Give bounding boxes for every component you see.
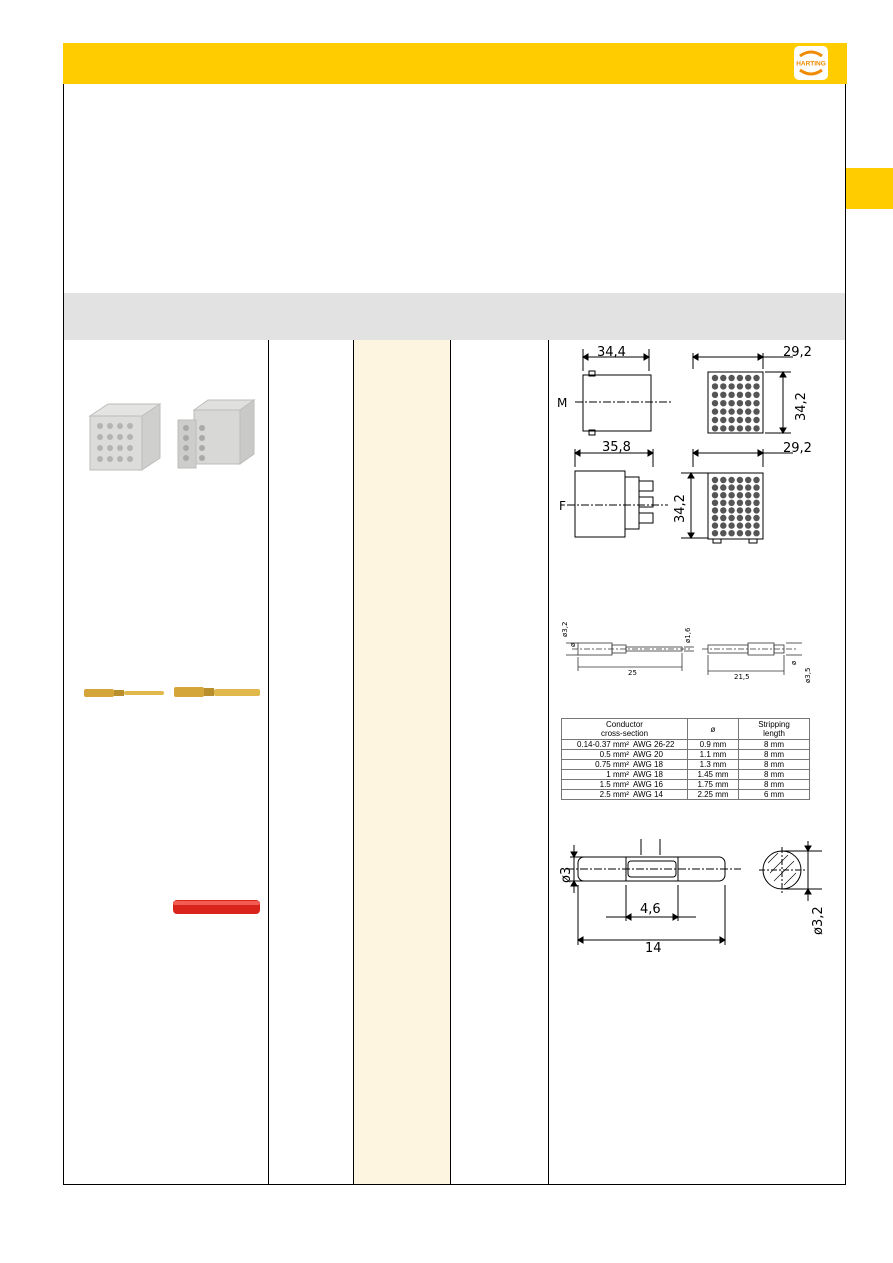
- contact-hole: [753, 492, 759, 498]
- contact-hole: [745, 375, 751, 381]
- table-cell-awg: AWG 14: [631, 790, 688, 800]
- male-height-label: 34,2: [794, 392, 809, 421]
- contact-hole: [745, 425, 751, 431]
- conductor-table: [561, 718, 810, 800]
- contact-hole: [720, 408, 726, 414]
- contact-hole: [728, 408, 734, 414]
- contact-hole: [737, 417, 743, 423]
- contact-hole: [728, 400, 734, 406]
- contact-small-dia: ø: [569, 642, 577, 647]
- logo-text: HARTING: [796, 60, 826, 68]
- contact-hole: [737, 400, 743, 406]
- contact-hole: [753, 417, 759, 423]
- contact-hole: [728, 507, 734, 513]
- contact-hole: [753, 500, 759, 506]
- contact-hole: [712, 500, 718, 506]
- contact-hole: [712, 477, 718, 483]
- contact-hole: [745, 383, 751, 389]
- contact-hole: [728, 500, 734, 506]
- contact-hole: [712, 417, 718, 423]
- table-row: [562, 780, 810, 790]
- contact-hole: [712, 400, 718, 406]
- header-bar: [63, 43, 847, 84]
- table-cell-strip: 8 mm: [739, 780, 810, 790]
- harting-logo: [791, 44, 831, 82]
- contact-hole: [753, 530, 759, 536]
- coding-pin-total-length: 14: [645, 941, 662, 955]
- contact-hole: [737, 530, 743, 536]
- table-cell-awg: AWG 20: [631, 750, 688, 760]
- contact-hole: [728, 477, 734, 483]
- contact-hole: [712, 522, 718, 528]
- contact-hole: [745, 400, 751, 406]
- contact-hole: [712, 392, 718, 398]
- contact-hole: [720, 530, 726, 536]
- contact-pin-dia: ø1,6: [684, 627, 692, 643]
- contact-hole: [745, 392, 751, 398]
- contact-hole: [720, 477, 726, 483]
- coding-pin-photo: [172, 897, 262, 917]
- contact-hole: [720, 375, 726, 381]
- contact-hole: [720, 507, 726, 513]
- female-height-label: 34,2: [673, 494, 688, 523]
- contact-hole: [728, 383, 734, 389]
- contact-hole: [728, 392, 734, 398]
- table-cell-strip: 8 mm: [739, 770, 810, 780]
- contact-hole: [712, 408, 718, 414]
- table-cell-dia: 2.25 mm: [688, 790, 739, 800]
- contact-hole: [753, 425, 759, 431]
- table-row: [562, 770, 810, 780]
- table-cell-strip: 8 mm: [739, 750, 810, 760]
- contact-hole: [728, 425, 734, 431]
- contact-hole: [712, 484, 718, 490]
- contact-hole: [753, 484, 759, 490]
- contacts-photo: [82, 682, 264, 704]
- contact-hole: [745, 530, 751, 536]
- contact-hole: [728, 375, 734, 381]
- table-cell-strip: 8 mm: [739, 760, 810, 770]
- male-depth-label: 34,4: [597, 345, 626, 360]
- table-cell-strip: 6 mm: [739, 790, 810, 800]
- female-contact-length: 21,5: [734, 673, 750, 681]
- contact-hole: [728, 515, 734, 521]
- contact-hole: [737, 492, 743, 498]
- contact-hole: [737, 375, 743, 381]
- contact-hole: [720, 515, 726, 521]
- table-row: [562, 790, 810, 800]
- table-row: [562, 750, 810, 760]
- contact-hole: [753, 392, 759, 398]
- section-tab: [845, 168, 893, 209]
- contact-hole: [753, 375, 759, 381]
- contact-hole: [737, 392, 743, 398]
- contact-hole: [720, 417, 726, 423]
- contact-hole: [737, 507, 743, 513]
- female-contact-dia: ø3,5: [804, 667, 812, 683]
- highlighted-column: [354, 340, 450, 1184]
- contact-hole: [737, 500, 743, 506]
- table-cell-dia: 1.1 mm: [688, 750, 739, 760]
- contact-hole: [720, 500, 726, 506]
- female-width-label: 29,2: [783, 441, 812, 456]
- contact-hole: [745, 477, 751, 483]
- contact-hole: [737, 408, 743, 414]
- table-cell-awg: AWG 26-22: [631, 740, 688, 750]
- contact-hole: [720, 522, 726, 528]
- column-divider: [548, 340, 549, 1184]
- contact-hole: [737, 515, 743, 521]
- header-cross-section: Conductor cross-section: [562, 719, 688, 740]
- contact-hole: [728, 417, 734, 423]
- table-cell-strip: 8 mm: [739, 740, 810, 750]
- male-width-label: 29,2: [783, 345, 812, 360]
- contact-hole: [737, 383, 743, 389]
- contact-hole: [712, 375, 718, 381]
- contact-hole: [745, 522, 751, 528]
- contact-hole: [712, 507, 718, 513]
- table-cell-dia: 1.45 mm: [688, 770, 739, 780]
- contact-hole: [712, 425, 718, 431]
- table-cell-awg: AWG 18: [631, 770, 688, 780]
- column-divider: [450, 340, 451, 1184]
- contact-hole: [712, 383, 718, 389]
- contact-hole: [745, 500, 751, 506]
- table-cell-mm2: 1 mm²: [562, 770, 631, 780]
- contact-hole: [712, 492, 718, 498]
- table-cell-mm2: 1.5 mm²: [562, 780, 631, 790]
- table-cell-dia: 0.9 mm: [688, 740, 739, 750]
- column-header-band: [64, 293, 845, 340]
- contact-hole: [720, 484, 726, 490]
- column-divider: [353, 340, 354, 1184]
- contact-hole: [753, 400, 759, 406]
- contact-hole: [745, 484, 751, 490]
- contacts-dimension-drawing: [556, 617, 816, 687]
- module-photo: [82, 398, 262, 478]
- table-cell-awg: AWG 18: [631, 760, 688, 770]
- table-cell-awg: AWG 16: [631, 780, 688, 790]
- coding-pin-mid-length: 4,6: [640, 902, 661, 917]
- contact-hole: [745, 492, 751, 498]
- contact-hole: [720, 492, 726, 498]
- table-row: [562, 740, 810, 750]
- contact-hole: [720, 392, 726, 398]
- contact-hole: [728, 522, 734, 528]
- female-contact-small-dia: ø: [790, 660, 798, 665]
- contact-hole: [745, 507, 751, 513]
- table-cell-mm2: 0.14-0.37 mm²: [562, 740, 631, 750]
- contact-hole: [720, 425, 726, 431]
- contact-hole: [753, 522, 759, 528]
- contact-hole: [737, 484, 743, 490]
- contact-hole: [753, 477, 759, 483]
- header-diameter: ø: [688, 719, 739, 740]
- contact-hole: [737, 522, 743, 528]
- column-divider: [268, 340, 269, 1184]
- header-stripping-length: Stripping length: [739, 719, 810, 740]
- table-row: [562, 760, 810, 770]
- coding-pin-dia-right: ø3,2: [811, 906, 826, 935]
- module-dimension-drawing: [553, 345, 843, 550]
- female-label: F: [559, 499, 566, 513]
- table-cell-dia: 1.3 mm: [688, 760, 739, 770]
- contact-hole: [753, 408, 759, 414]
- contact-hole: [745, 408, 751, 414]
- table-cell-mm2: 2.5 mm²: [562, 790, 631, 800]
- table-cell-mm2: 0.5 mm²: [562, 750, 631, 760]
- male-contact-length: 25: [628, 669, 637, 677]
- table-cell-mm2: 0.75 mm²: [562, 760, 631, 770]
- contact-hole: [712, 515, 718, 521]
- male-label: M: [557, 396, 568, 410]
- female-depth-label: 35,8: [602, 440, 631, 455]
- contact-hole: [712, 530, 718, 536]
- contact-hole: [737, 425, 743, 431]
- contact-hole: [745, 417, 751, 423]
- coding-pin-dimension-drawing: [556, 835, 826, 955]
- contact-hole: [720, 383, 726, 389]
- contact-hole: [728, 484, 734, 490]
- contact-hole: [737, 477, 743, 483]
- contact-hole: [753, 383, 759, 389]
- contact-hole: [720, 400, 726, 406]
- contact-hole: [753, 515, 759, 521]
- table-cell-dia: 1.75 mm: [688, 780, 739, 790]
- contact-hole: [728, 492, 734, 498]
- coding-pin-dia-left: ø3: [559, 866, 574, 883]
- contact-body-dia: ø3,2: [561, 621, 569, 637]
- contact-hole: [728, 530, 734, 536]
- contact-hole: [753, 507, 759, 513]
- contact-hole: [745, 515, 751, 521]
